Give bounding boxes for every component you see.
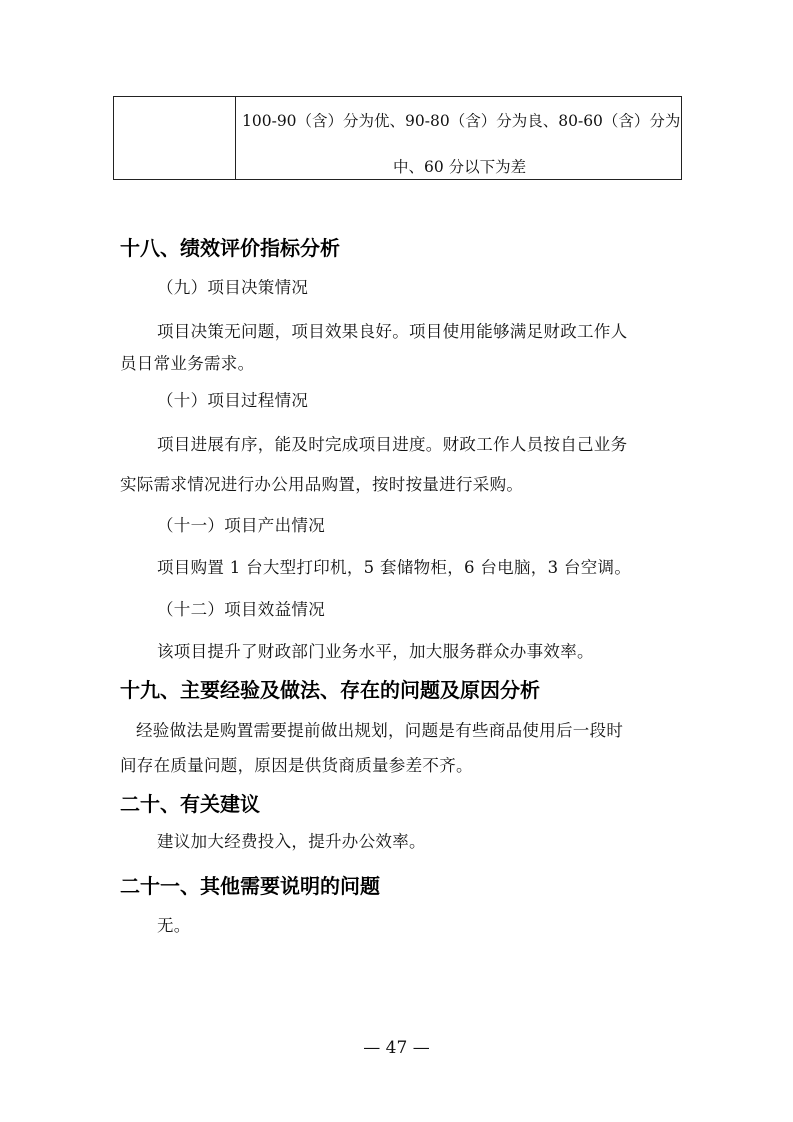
table-cell-text-line2: 中、60 分以下为差 xyxy=(393,158,527,176)
paragraph-10-line2: 实际需求情况进行办公用品购置，按时按量进行采购。 xyxy=(120,475,524,494)
paragraph-9-line1: 项目决策无问题，项目效果良好。项目使用能够满足财政工作人 xyxy=(157,322,628,341)
table-column-divider xyxy=(235,97,236,179)
section-18-heading: 十八、绩效评价指标分析 xyxy=(120,236,340,260)
scoring-table xyxy=(113,96,682,180)
paragraph-10-line1: 项目进展有序，能及时完成项目进度。财政工作人员按自己业务 xyxy=(157,435,628,454)
section-19-heading: 十九、主要经验及做法、存在的问题及原因分析 xyxy=(120,678,540,702)
section-20-heading: 二十、有关建议 xyxy=(120,792,260,816)
paragraph-11: 项目购置 1 台大型打印机，5 套储物柜，6 台电脑，3 台空调。 xyxy=(157,558,632,577)
subheading-11: （十一）项目产出情况 xyxy=(157,516,325,535)
paragraph-21: 无。 xyxy=(157,916,191,935)
paragraph-20: 建议加大经费投入，提升办公效率。 xyxy=(157,832,426,851)
section-21-heading: 二十一、其他需要说明的问题 xyxy=(120,874,380,898)
paragraph-12: 该项目提升了财政部门业务水平，加大服务群众办事效率。 xyxy=(157,642,594,661)
subheading-10: （十）项目过程情况 xyxy=(157,391,309,410)
paragraph-9-line2: 员日常业务需求。 xyxy=(120,354,255,373)
paragraph-19-line2: 间存在质量问题，原因是供货商质量参差不齐。 xyxy=(120,756,473,775)
subheading-9: （九）项目决策情况 xyxy=(157,278,309,297)
page-number: — 47 — xyxy=(363,1038,430,1058)
subheading-12: （十二）项目效益情况 xyxy=(157,600,325,619)
paragraph-19-line1: 经验做法是购置需要提前做出规划，问题是有些商品使用后一段时 xyxy=(136,721,624,740)
table-cell-text-line1: 100-90（含）分为优、90-80（含）分为良、80-60（含）分为 xyxy=(242,112,681,130)
